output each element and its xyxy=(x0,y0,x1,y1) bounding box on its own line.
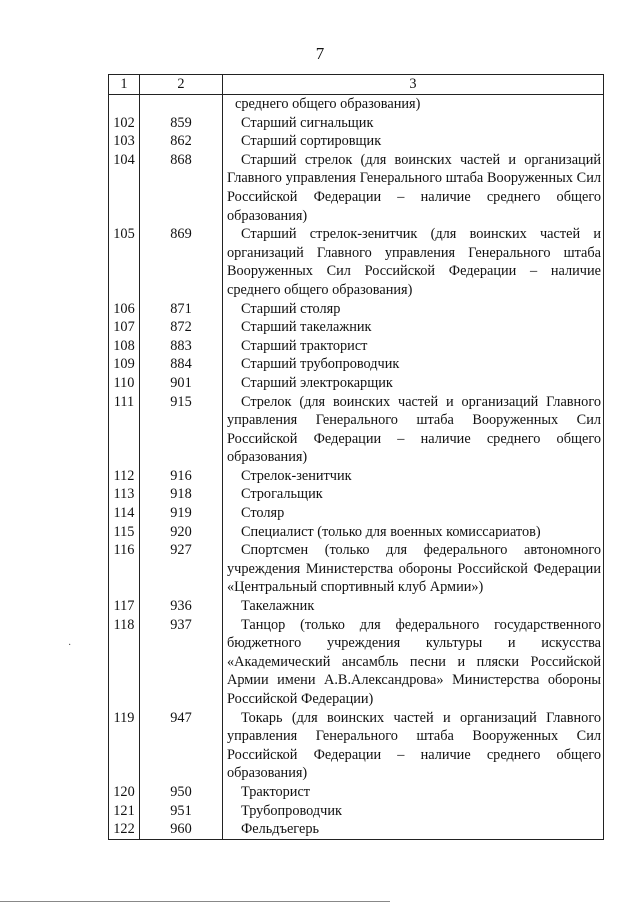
table-body xyxy=(109,95,604,840)
row-number: 107 xyxy=(109,318,140,337)
row-description: Старший сортировщик xyxy=(241,133,382,150)
row-description: Старший трубопроводчик xyxy=(241,356,400,373)
row-description: Строгальщик xyxy=(241,486,323,503)
table-row xyxy=(109,114,604,133)
row-code: 920 xyxy=(140,523,223,542)
row-description: Стрелок (для воинских частей и организаций Главного управления Генерального штаба Вооруженных Сил Российской Федерации – наличие среднего общего образования) xyxy=(227,393,601,466)
row-description: Фельдъегерь xyxy=(241,821,319,838)
table-row xyxy=(109,337,604,356)
table-row xyxy=(109,504,604,523)
table-row xyxy=(109,467,604,486)
page-number: 7 xyxy=(315,44,325,63)
row-number: 105 xyxy=(109,225,140,299)
row-description: Стрелок-зенитчик xyxy=(241,467,352,484)
row-description: Старший тракторист xyxy=(241,337,368,354)
table-row xyxy=(109,709,604,783)
table-row xyxy=(109,300,604,319)
margin-mark: · xyxy=(68,640,72,651)
row-description: Старший электрокарщик xyxy=(241,374,393,391)
table-row xyxy=(109,318,604,337)
row-number: 109 xyxy=(109,355,140,374)
continuation-row xyxy=(109,95,604,114)
table-row xyxy=(109,355,604,374)
row-code: 862 xyxy=(140,132,223,151)
row-description: Старший столяр xyxy=(241,300,341,317)
row-number: 118 xyxy=(109,616,140,709)
row-code: 916 xyxy=(140,467,223,486)
table-row xyxy=(109,783,604,802)
row-description: Тракторист xyxy=(241,783,311,800)
row-code: 927 xyxy=(140,541,223,597)
row-description: Спортсмен (только для федерального автономного учреждения Министерства обороны Российской Федерации «Центральный спортивный клуб Армии») xyxy=(227,542,601,596)
row-code: 950 xyxy=(140,783,223,802)
row-description: Специалист (только для военных комиссариатов) xyxy=(241,523,541,540)
table-row xyxy=(109,597,604,616)
table-row xyxy=(109,151,604,225)
header-col-3: 3 xyxy=(223,75,604,95)
row-number: 111 xyxy=(109,393,140,467)
table-row xyxy=(109,616,604,709)
row-number: 108 xyxy=(109,337,140,356)
row-number: 112 xyxy=(109,467,140,486)
row-number: 120 xyxy=(109,783,140,802)
table-row xyxy=(109,485,604,504)
row-number: 114 xyxy=(109,504,140,523)
table-row xyxy=(109,225,604,299)
row-code: 868 xyxy=(140,151,223,225)
row-code: 859 xyxy=(140,114,223,133)
row-code: 951 xyxy=(140,802,223,821)
row-code: 884 xyxy=(140,355,223,374)
row-code: 947 xyxy=(140,709,223,783)
row-description: Токарь (для воинских частей и организаций Главного управления Генерального штаба Вооруженных Сил Российской Федерации – наличие среднего общего образования) xyxy=(227,709,601,782)
row-number: 116 xyxy=(109,541,140,597)
row-description: Старший стрелок (для воинских частей и организаций Главного управления Генерального штаба Вооруженных Сил Российской Федерации – наличие среднего общего образования) xyxy=(227,151,601,224)
row-code: 936 xyxy=(140,597,223,616)
row-description: Старший сигнальщик xyxy=(241,114,374,131)
row-number: 110 xyxy=(109,374,140,393)
row-number: 121 xyxy=(109,802,140,821)
row-description: Трубопроводчик xyxy=(241,802,342,819)
row-number: 115 xyxy=(109,523,140,542)
row-description: Такелажник xyxy=(241,598,315,615)
table-row xyxy=(109,132,604,151)
continuation-text: среднего общего образования) xyxy=(235,96,421,112)
row-code: 915 xyxy=(140,393,223,467)
row-code: 937 xyxy=(140,616,223,709)
row-code: 918 xyxy=(140,485,223,504)
row-number: 104 xyxy=(109,151,140,225)
row-number: 117 xyxy=(109,597,140,616)
table-row xyxy=(109,802,604,821)
row-code: 869 xyxy=(140,225,223,299)
row-number: 103 xyxy=(109,132,140,151)
row-code: 960 xyxy=(140,820,223,839)
table-row xyxy=(109,820,604,839)
table-row xyxy=(109,374,604,393)
table-header-row xyxy=(109,75,604,95)
header-col-2: 2 xyxy=(140,75,223,95)
row-number: 106 xyxy=(109,300,140,319)
row-number: 113 xyxy=(109,485,140,504)
table-row xyxy=(109,541,604,597)
row-code: 872 xyxy=(140,318,223,337)
row-description: Старший стрелок-зенитчик (для воинских частей и организаций Главного управления Генерального штаба Вооруженных Сил Российской Федерации – наличие среднего общего образования) xyxy=(227,226,601,298)
header-col-1: 1 xyxy=(109,75,140,95)
table-row xyxy=(109,523,604,542)
row-description: Старший такелажник xyxy=(241,319,372,336)
table-row xyxy=(109,393,604,467)
bottom-divider xyxy=(0,901,390,902)
professions-table xyxy=(108,74,604,840)
row-number: 119 xyxy=(109,709,140,783)
row-code: 919 xyxy=(140,504,223,523)
row-code: 871 xyxy=(140,300,223,319)
row-description: Столяр xyxy=(241,505,285,522)
row-number: 102 xyxy=(109,114,140,133)
row-code: 883 xyxy=(140,337,223,356)
row-number: 122 xyxy=(109,820,140,839)
row-code: 901 xyxy=(140,374,223,393)
row-description: Танцор (только для федерального государственного бюджетного учреждения культуры и искусства «Академический ансамбль песни и пляски Российской Армии имени А.В.Александрова» Министерства обороны Российской Федерации) xyxy=(227,616,601,707)
